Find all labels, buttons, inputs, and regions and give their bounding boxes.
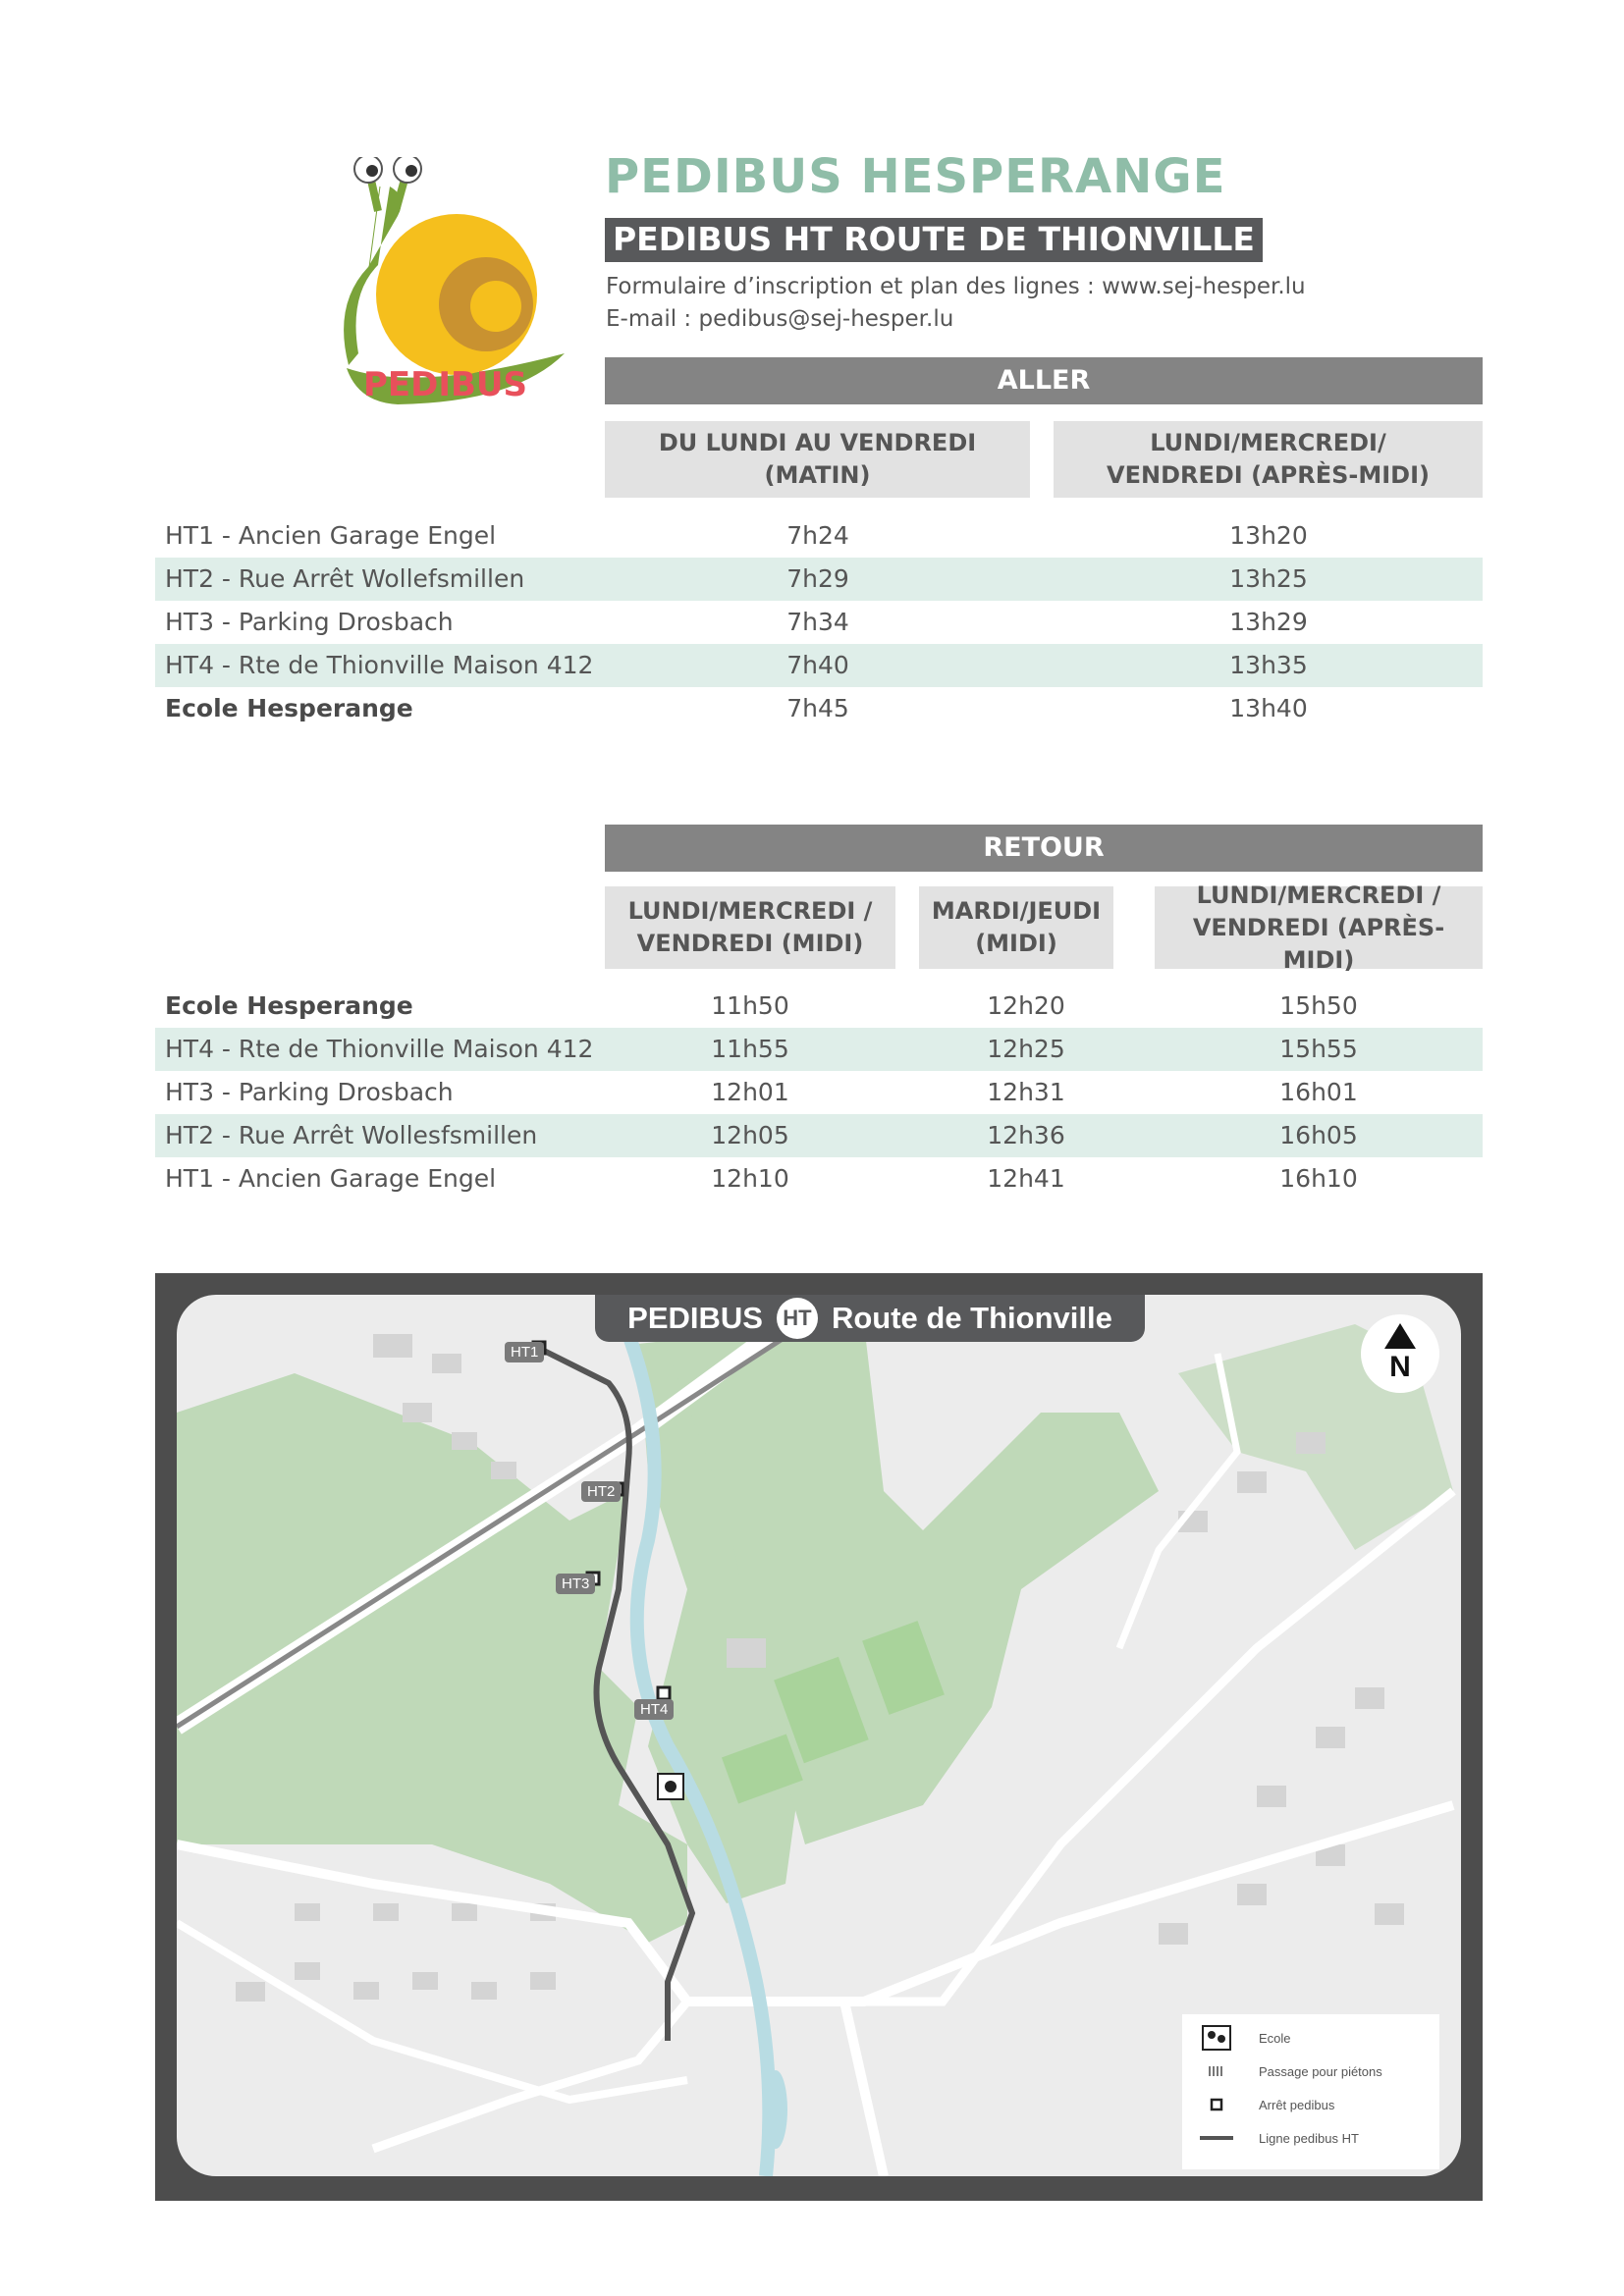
col-label-line2: (MIDI) — [975, 930, 1057, 957]
map-title-bar — [595, 1295, 1145, 1342]
stop-label-ht3[interactable]: HT3 — [556, 1574, 595, 1594]
stop-name: HT3 - Parking Drosbach — [165, 608, 454, 636]
table-row — [155, 687, 1483, 730]
time-cell: 7h40 — [786, 651, 849, 679]
stop-name: HT1 - Ancien Garage Engel — [165, 521, 497, 550]
aller-col-afternoon — [1054, 421, 1483, 498]
time-cell: 12h05 — [711, 1121, 789, 1149]
table-row — [155, 1114, 1483, 1157]
stop-name: HT4 - Rte de Thionville Maison 412 — [165, 1035, 594, 1063]
pond — [764, 2070, 787, 2149]
stop-label-ht4[interactable]: HT4 — [634, 1699, 674, 1720]
table-row — [155, 601, 1483, 644]
legend-line — [1200, 2126, 1359, 2150]
school-icon-figure — [665, 1781, 677, 1792]
time-cell: 11h50 — [711, 991, 789, 1020]
north-label: N — [1389, 1351, 1411, 1383]
time-cell: 13h35 — [1229, 651, 1308, 679]
aller-col-morning — [605, 421, 1030, 498]
time-cell: 15h55 — [1279, 1035, 1358, 1063]
route-line-icon — [1200, 2135, 1233, 2141]
time-cell: 13h20 — [1229, 521, 1308, 550]
legend-label: Ecole — [1259, 2030, 1291, 2046]
snail-icon — [339, 157, 574, 422]
col-label-line1: DU LUNDI AU VENDREDI — [658, 429, 977, 456]
legend-crossing — [1200, 2059, 1382, 2083]
time-cell: 13h40 — [1229, 694, 1308, 722]
contact-email[interactable]: E-mail : pedibus@sej-hesper.lu — [606, 306, 954, 332]
retour-col-tue-thu — [919, 886, 1113, 969]
col-label-line1: MARDI/JEUDI — [931, 897, 1102, 925]
retour-timetable — [155, 985, 1483, 1201]
legend-label: Passage pour piétons — [1259, 2063, 1382, 2079]
table-row — [155, 558, 1483, 601]
map-title-left: PEDIBUS — [627, 1301, 763, 1335]
time-cell: 11h55 — [711, 1035, 789, 1063]
time-cell: 15h50 — [1279, 991, 1358, 1020]
time-cell: 16h05 — [1279, 1121, 1358, 1149]
table-row — [155, 1071, 1483, 1114]
retour-col-afternoon — [1155, 881, 1483, 974]
contact-info — [606, 271, 1306, 336]
col-label-line2: (MATIN) — [764, 461, 871, 489]
contact-website[interactable]: Formulaire d’inscription et plan des lignes : www.sej-hesper.lu — [606, 274, 1306, 299]
legend-label: Ligne pedibus HT — [1259, 2130, 1359, 2146]
stop-name: Ecole Hesperange — [165, 991, 413, 1020]
stop-square-icon — [1200, 2098, 1233, 2111]
time-cell: 13h25 — [1229, 564, 1308, 593]
time-cell: 7h24 — [786, 521, 849, 550]
time-cell: 7h29 — [786, 564, 849, 593]
map-line-badge: HT — [777, 1298, 818, 1339]
page-subtitle: PEDIBUS HT ROUTE DE THIONVILLE — [605, 218, 1263, 262]
legend-school — [1200, 2026, 1291, 2050]
aller-heading: ALLER — [605, 357, 1483, 404]
time-cell: 12h41 — [987, 1164, 1065, 1193]
table-row — [155, 1028, 1483, 1071]
time-cell: 12h36 — [987, 1121, 1065, 1149]
col-label-line2: VENDREDI (APRÈS-MIDI) — [1107, 461, 1430, 489]
stop-label-ht2[interactable]: HT2 — [581, 1481, 621, 1502]
time-cell: 12h01 — [711, 1078, 789, 1106]
legend-stop — [1200, 2093, 1334, 2116]
table-row — [155, 644, 1483, 687]
col-label-line1: LUNDI/MERCREDI / — [1196, 881, 1441, 909]
table-row — [155, 1157, 1483, 1201]
retour-heading: RETOUR — [605, 825, 1483, 872]
north-arrow-icon — [1361, 1314, 1439, 1393]
stop-marker[interactable] — [658, 1687, 670, 1699]
time-cell: 16h01 — [1279, 1078, 1358, 1106]
time-cell: 12h25 — [987, 1035, 1065, 1063]
aller-timetable — [155, 514, 1483, 730]
map-legend — [1182, 2014, 1439, 2169]
route-map[interactable] — [177, 1295, 1461, 2176]
pedibus-logo — [339, 157, 574, 422]
time-cell: 16h10 — [1279, 1164, 1358, 1193]
table-row — [155, 985, 1483, 1028]
north-arrow-glyph — [1384, 1323, 1416, 1349]
col-label-line1: LUNDI/MERCREDI/ — [1150, 429, 1386, 456]
page-title: PEDIBUS HESPERANGE — [605, 149, 1226, 204]
stop-name: HT2 - Rue Arrêt Wollefsmillen — [165, 564, 525, 593]
time-cell: 13h29 — [1229, 608, 1308, 636]
time-cell: 7h34 — [786, 608, 849, 636]
map-title-right: Route de Thionville — [831, 1301, 1112, 1335]
stop-name: HT3 - Parking Drosbach — [165, 1078, 454, 1106]
crosswalk-icon — [1200, 2066, 1233, 2076]
time-cell: 12h20 — [987, 991, 1065, 1020]
legend-label: Arrêt pedibus — [1259, 2097, 1335, 2112]
col-label-line2: VENDREDI (APRÈS-MIDI) — [1192, 913, 1445, 974]
school-icon — [1200, 2025, 1233, 2051]
stop-name: HT1 - Ancien Garage Engel — [165, 1164, 497, 1193]
time-cell: 12h10 — [711, 1164, 789, 1193]
route-map-frame — [155, 1273, 1483, 2201]
time-cell: 7h45 — [786, 694, 849, 722]
stop-name: HT2 - Rue Arrêt Wollesfsmillen — [165, 1121, 538, 1149]
col-label-line2: VENDREDI (MIDI) — [636, 930, 864, 957]
stop-name: HT4 - Rte de Thionville Maison 412 — [165, 651, 594, 679]
stop-name: Ecole Hesperange — [165, 694, 413, 722]
retour-col-midi — [605, 886, 895, 969]
stop-label-ht1[interactable]: HT1 — [505, 1342, 544, 1362]
col-label-line1: LUNDI/MERCREDI / — [627, 897, 873, 925]
logo-text: PEDIBUS — [363, 365, 528, 404]
time-cell: 12h31 — [987, 1078, 1065, 1106]
table-row — [155, 514, 1483, 558]
